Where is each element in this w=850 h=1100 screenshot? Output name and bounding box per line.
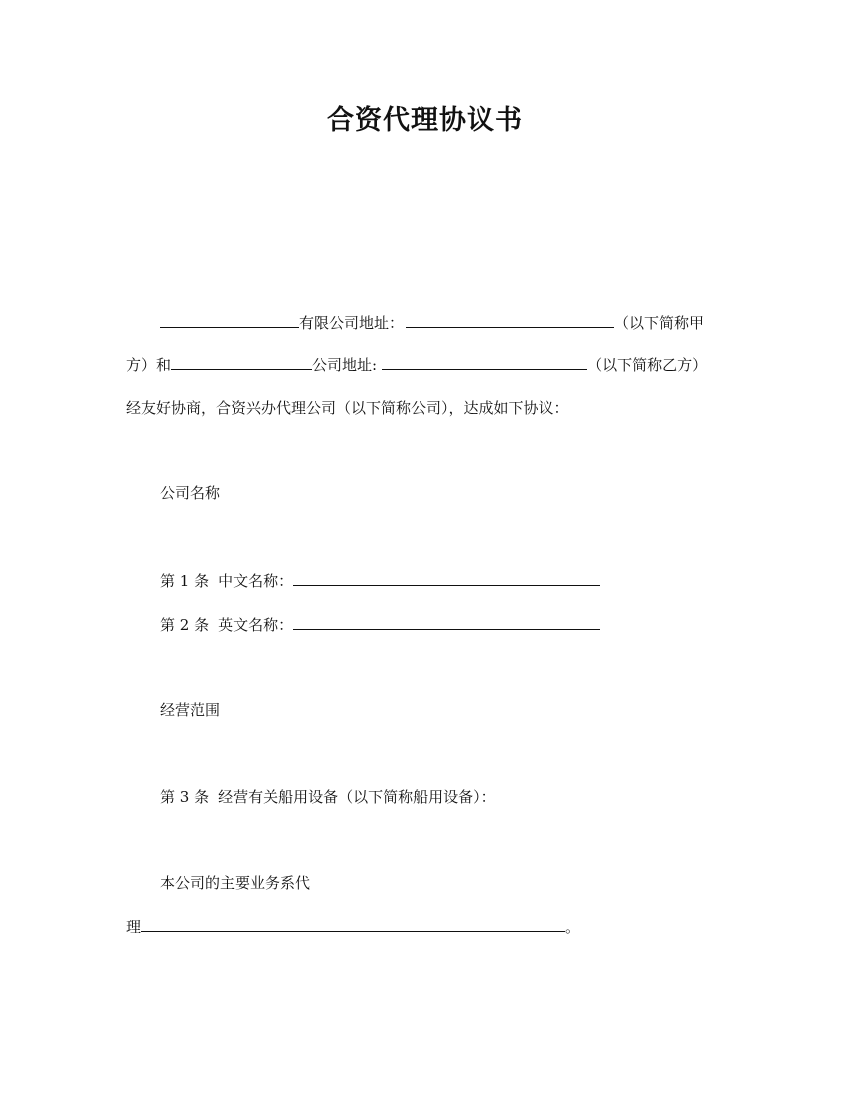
party-b-colon: : xyxy=(372,356,378,374)
section-heading-business-scope: 经营范围 xyxy=(160,701,221,719)
party-a-address-blank[interactable] xyxy=(406,312,614,328)
party-b-address-label: 公司地址 xyxy=(312,356,373,374)
parties-line-2 xyxy=(126,354,707,375)
business-line-2-prefix: 理 xyxy=(126,918,142,936)
party-b-address-blank[interactable] xyxy=(382,354,587,370)
parties-line-1 xyxy=(160,312,704,333)
document-title: 合资代理协议书 xyxy=(327,105,523,136)
business-line-2-suffix: 。 xyxy=(565,918,581,936)
parties-line-3: 经友好协商，合资兴办代理公司（以下简称公司），达成如下协议： xyxy=(126,399,569,417)
article-2-label: 第 2 条 xyxy=(160,616,210,634)
article-2 xyxy=(160,614,600,635)
english-name-blank[interactable] xyxy=(293,614,600,630)
article-1-text: 中文名称： xyxy=(218,572,294,590)
party-b-alias: （以下简称乙方） xyxy=(587,356,708,374)
party-b-name-blank[interactable] xyxy=(171,354,312,370)
party-a-alias: （以下简称甲 xyxy=(614,314,705,332)
article-3 xyxy=(160,787,496,807)
business-scope-blank[interactable] xyxy=(141,916,565,932)
section-heading-company-name: 公司名称 xyxy=(160,484,221,502)
party-a-label: 有限公司地址： xyxy=(299,314,405,332)
article-3-text: 经营有关船用设备（以下简称船用设备）： xyxy=(218,788,496,806)
party-a-name-blank[interactable] xyxy=(160,312,299,328)
article-1-label: 第 1 条 xyxy=(160,572,210,590)
business-statement-line-2 xyxy=(126,916,580,937)
business-statement-line-1: 本公司的主要业务系代 xyxy=(160,874,311,892)
chinese-name-blank[interactable] xyxy=(293,570,600,586)
article-3-label: 第 3 条 xyxy=(160,788,210,806)
article-1 xyxy=(160,570,600,591)
article-2-text: 英文名称： xyxy=(218,616,294,634)
party-b-prefix: 方）和 xyxy=(126,356,172,374)
